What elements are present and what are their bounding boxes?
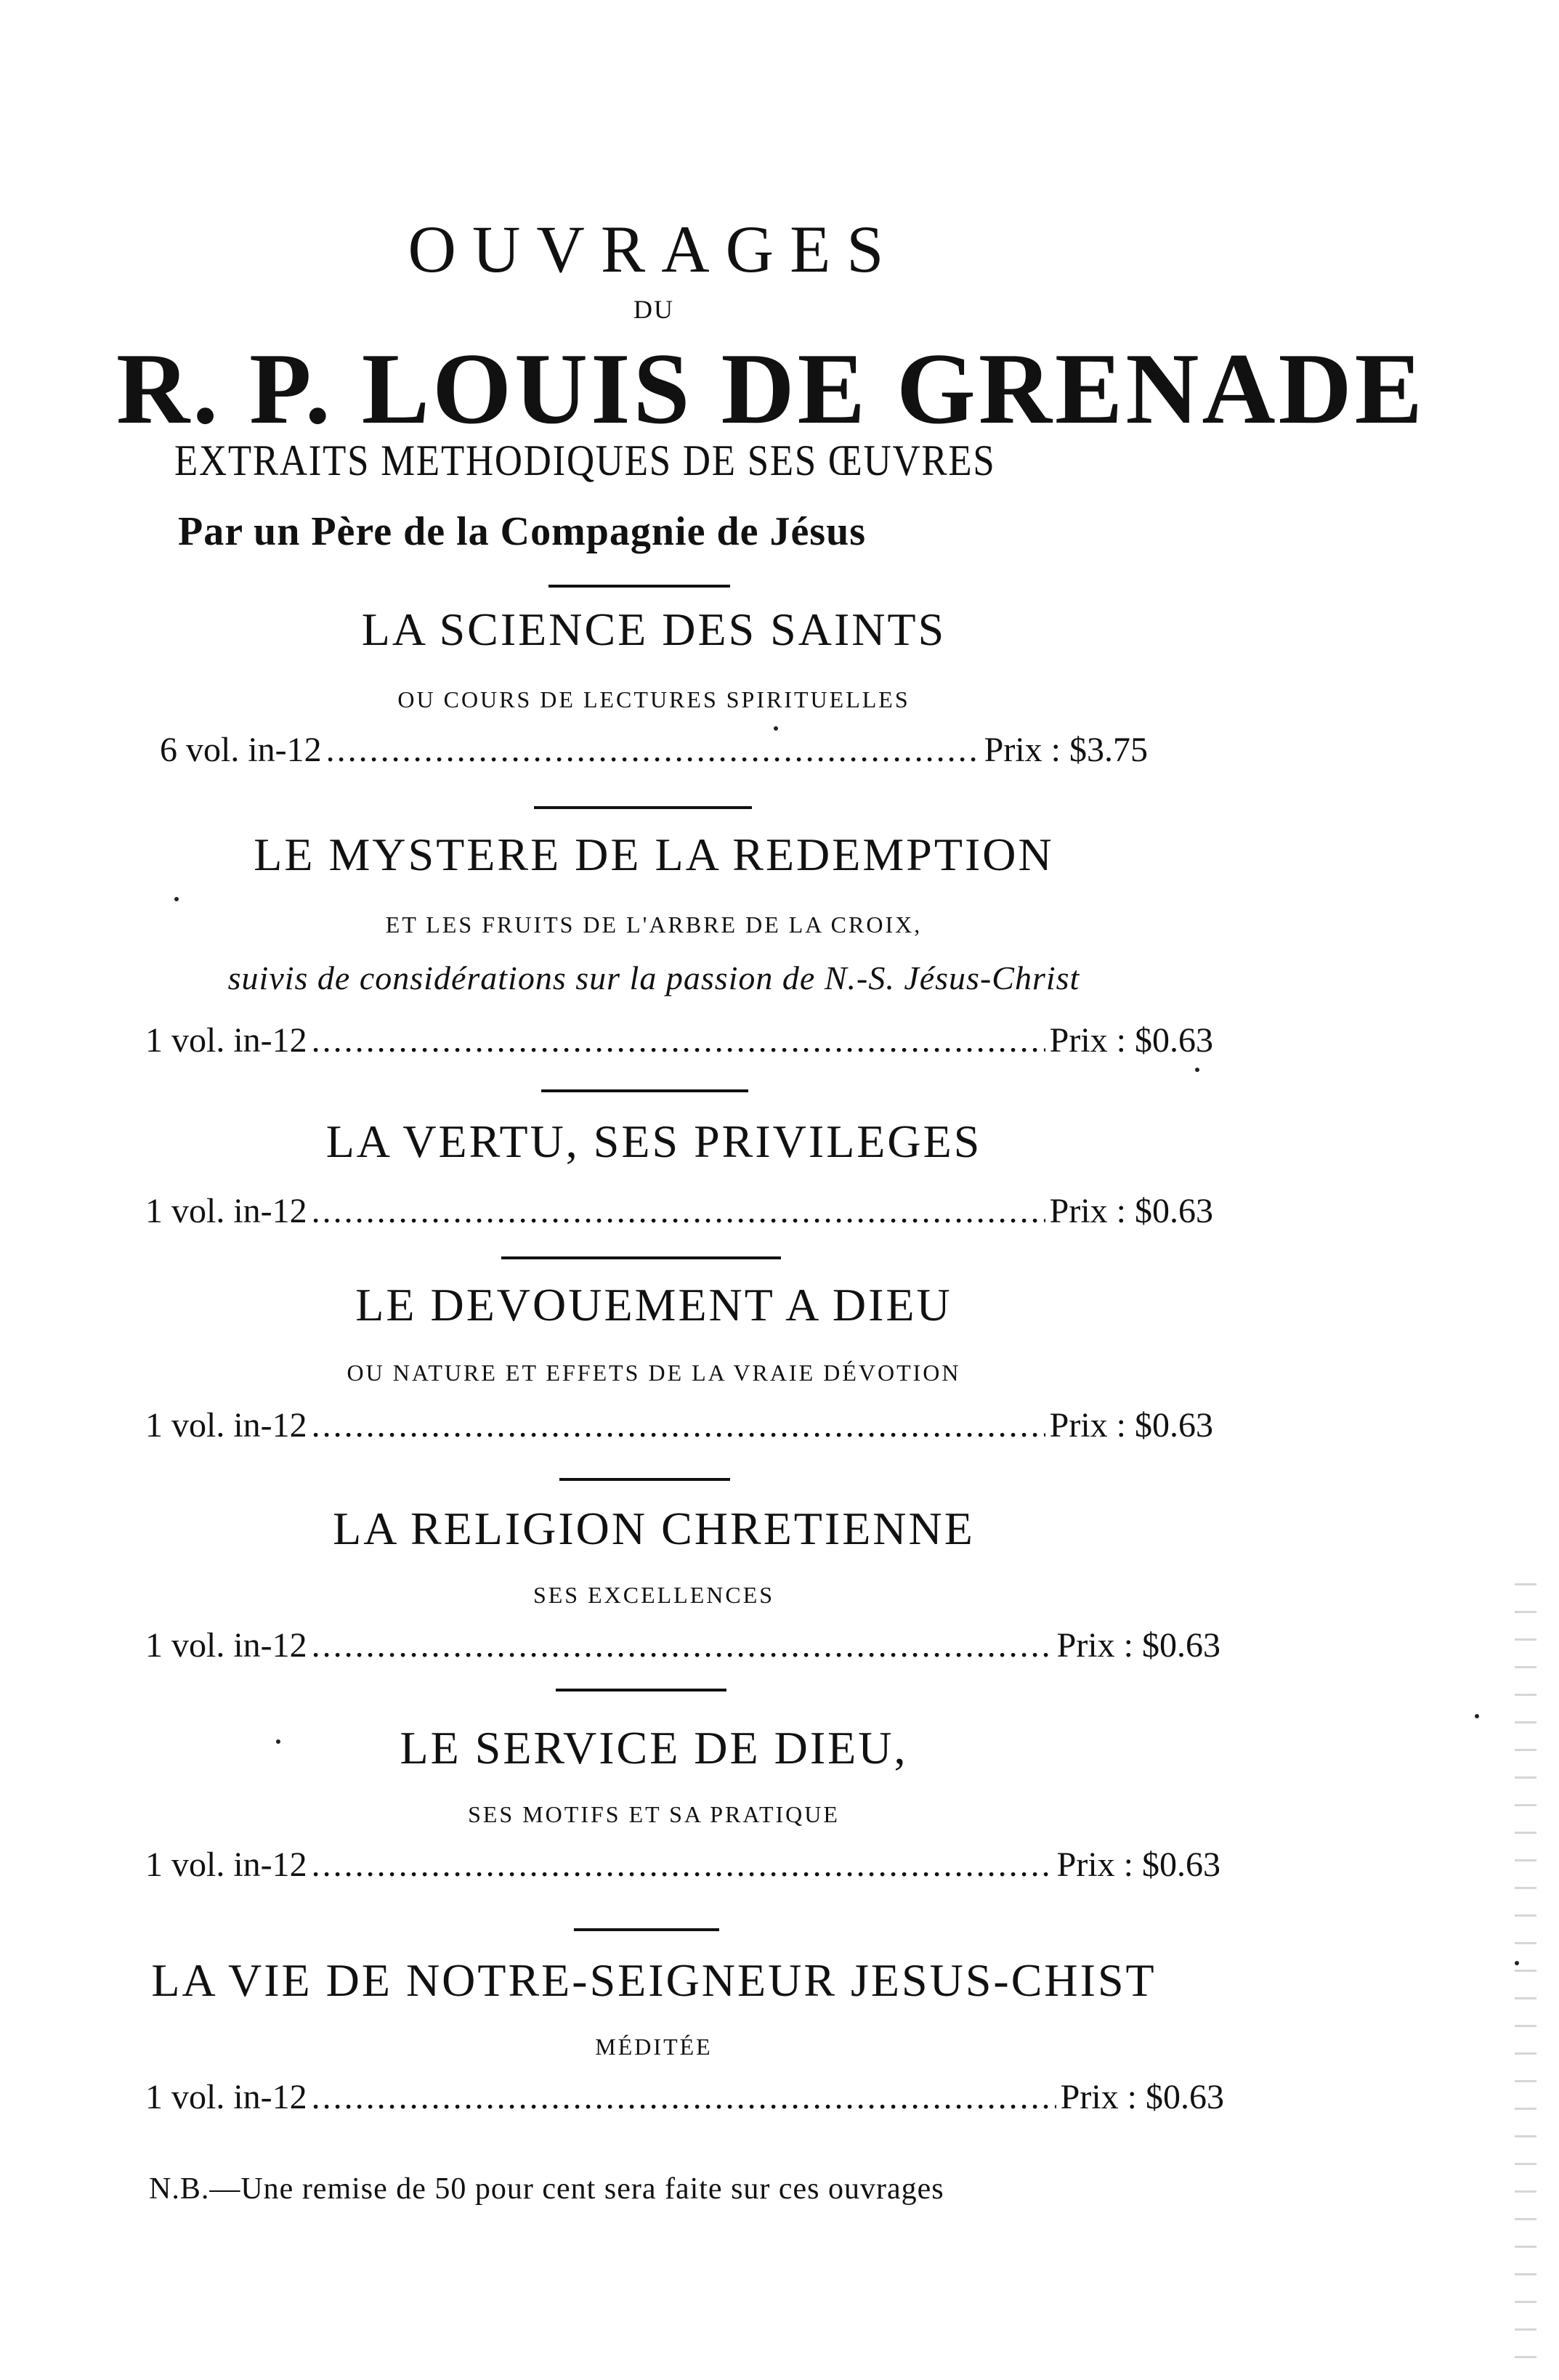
divider-rule (534, 806, 752, 809)
divider-rule (548, 585, 730, 588)
extraits-line: EXTRAITS METHODIQUES DE SES ŒUVRES (174, 436, 996, 484)
book-format: 6 vol. in-12 (160, 731, 322, 769)
book-title-science-des-saints: LA SCIENCE DES SAINTS (361, 604, 947, 655)
book-price: Prix : $0.63 (1056, 1626, 1220, 1665)
book-subtitle: OU NATURE ET EFFETS DE LA VRAIE DÉVOTION (347, 1360, 961, 1386)
book-price: Prix : $0.63 (1049, 1406, 1213, 1445)
book-title-devouement: LE DEVOUEMENT A DIEU (355, 1279, 952, 1331)
header-du: DU (633, 295, 674, 324)
book-price: Prix : $0.63 (1056, 1845, 1220, 1884)
book-format: 1 vol. in-12 (145, 1021, 307, 1060)
leader-dots (312, 1405, 1045, 1445)
book-price: Prix : $0.63 (1049, 1021, 1213, 1060)
ink-speck (174, 897, 179, 901)
ink-speck (1195, 1068, 1199, 1072)
book-subtitle: MÉDITÉE (595, 2034, 713, 2060)
book-subtitle: SES EXCELLENCES (533, 1582, 775, 1608)
divider-rule (541, 1089, 748, 1092)
book-subtitle: ET LES FRUITS DE L'ARBRE DE LA CROIX, (385, 911, 923, 938)
book-price: Prix : $0.63 (1060, 2078, 1224, 2116)
book-price-line (145, 1191, 1213, 1231)
book-format: 1 vol. in-12 (145, 2078, 307, 2116)
book-format: 1 vol. in-12 (145, 1192, 307, 1230)
book-price-line (145, 2077, 1224, 2117)
book-format: 1 vol. in-12 (145, 1845, 307, 1884)
book-title-vie-de-notre-seigneur: LA VIE DE NOTRE-SEIGNEUR JESUS-CHIST (151, 1954, 1157, 2006)
book-title-mystere-redemption: LE MYSTERE DE LA REDEMPTION (254, 829, 1054, 880)
author-attribution: Par un Père de la Compagnie de Jésus (178, 509, 867, 554)
ink-speck (1475, 1714, 1479, 1718)
book-format: 1 vol. in-12 (145, 1626, 307, 1665)
book-price-line (145, 1625, 1220, 1665)
divider-rule (559, 1478, 730, 1481)
leader-dots (312, 1845, 1053, 1885)
leader-dots (312, 1020, 1045, 1060)
divider-rule (501, 1256, 781, 1259)
ink-speck (774, 726, 778, 731)
book-price-line (145, 1845, 1220, 1885)
book-title-la-vertu: LA VERTU, SES PRIVILEGES (325, 1116, 982, 1167)
book-price-line (160, 730, 1148, 770)
divider-rule (556, 1689, 726, 1691)
leader-dots (312, 2077, 1056, 2117)
header-title: OUVRAGES (408, 212, 900, 286)
book-subtitle: OU COURS DE LECTURES SPIRITUELLES (397, 686, 910, 712)
book-format: 1 vol. in-12 (145, 1406, 307, 1445)
book-subtitle: SES MOTIFS ET SA PRATIQUE (468, 1801, 840, 1827)
book-title-service-de-dieu: LE SERVICE DE DIEU, (400, 1722, 908, 1774)
book-title-religion-chretienne: LA RELIGION CHRETIENNE (333, 1503, 975, 1554)
book-subtitle-italic: suivis de considérations sur la passion de N.-S. Jésus-Christ (227, 959, 1080, 996)
book-price: Prix : $3.75 (984, 731, 1148, 769)
leader-dots (312, 1625, 1053, 1665)
ink-speck (276, 1739, 280, 1744)
leader-dots (312, 1191, 1045, 1231)
book-price-line (145, 1405, 1213, 1445)
discount-note: N.B.—Une remise de 50 pour cent sera faite sur ces ouvrages (149, 2172, 944, 2206)
book-price: Prix : $0.63 (1049, 1192, 1213, 1230)
book-price-line (145, 1020, 1213, 1060)
scan-edge-noise (1515, 1583, 1536, 2368)
author-name: R. P. LOUIS DE GRENADE (116, 333, 1426, 445)
leader-dots (326, 730, 980, 770)
divider-rule (574, 1928, 719, 1931)
